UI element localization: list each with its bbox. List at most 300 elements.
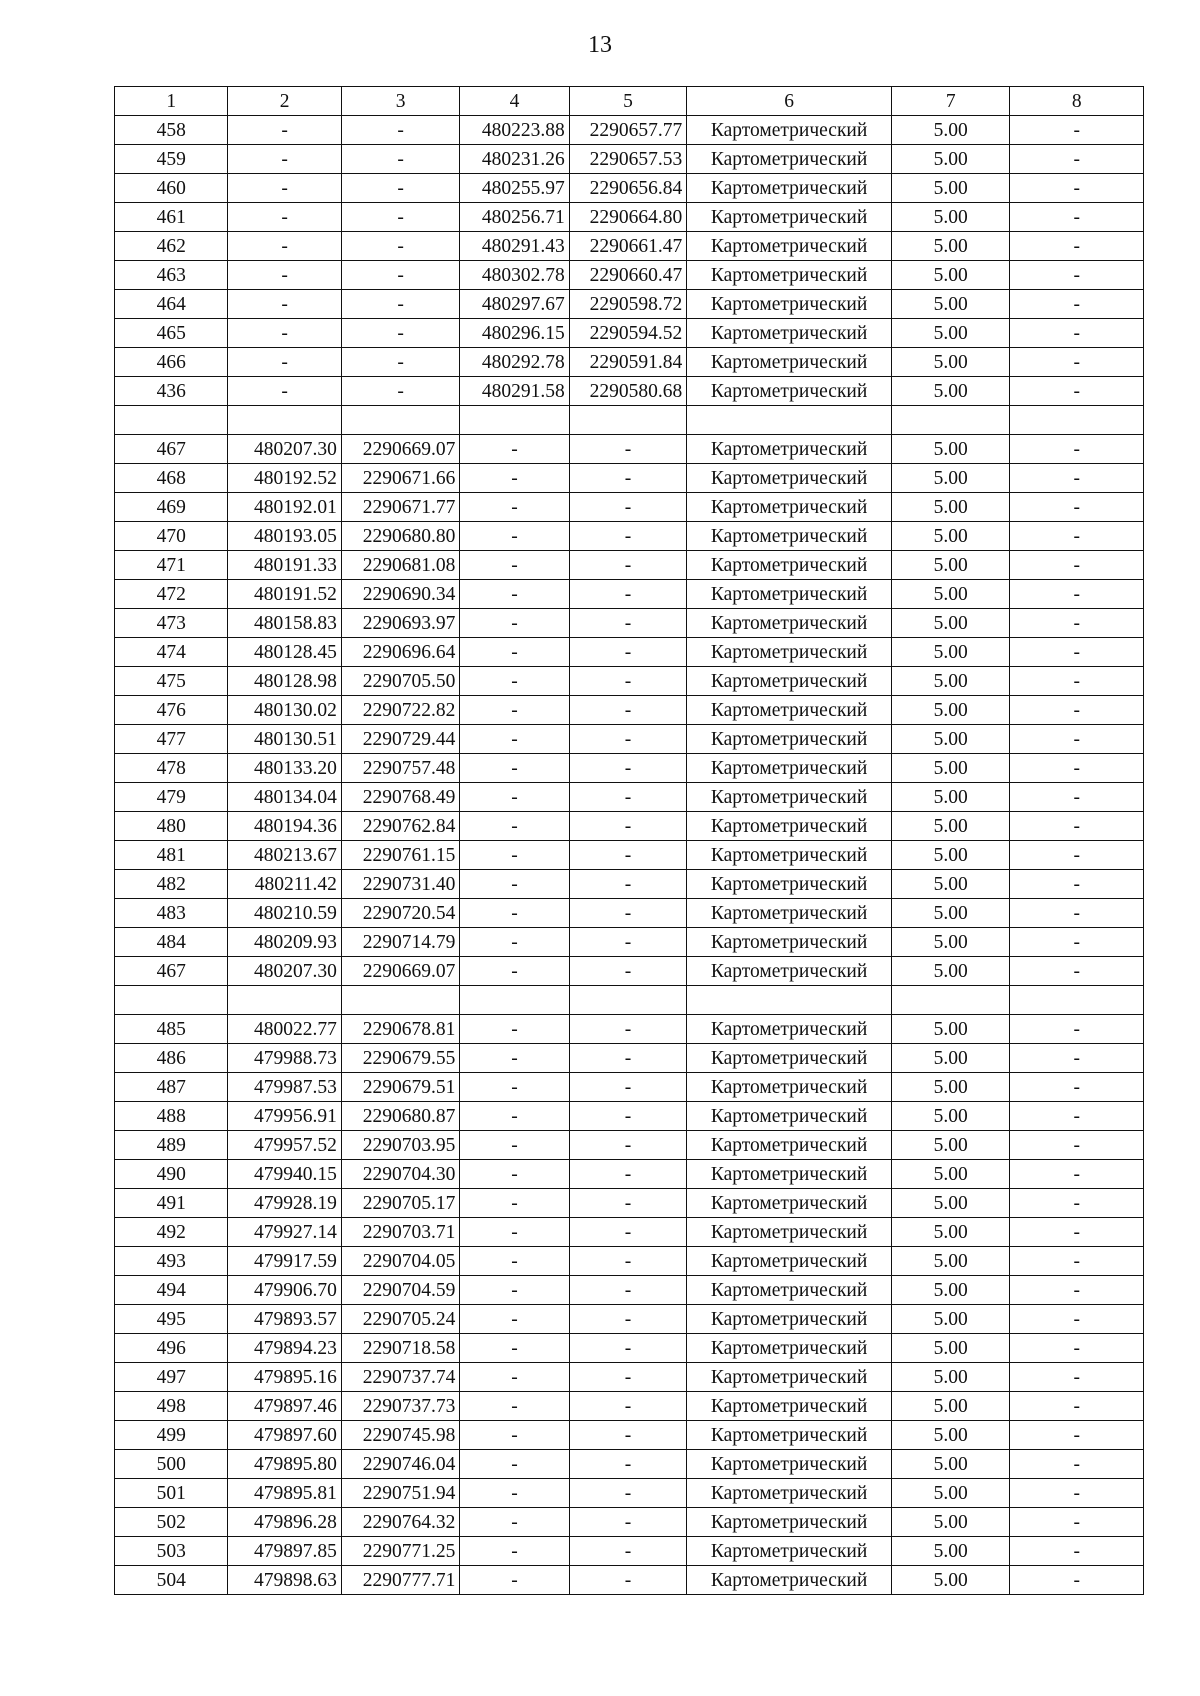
table-cell-col-4: - xyxy=(460,1247,569,1276)
table-cell-col-7: 5.00 xyxy=(891,812,1009,841)
table-cell-col-6: Картометрический xyxy=(687,493,892,522)
table-cell-col-6: Картометрический xyxy=(687,1537,892,1566)
table-cell-col-6 xyxy=(687,406,892,435)
table-cell-col-4: - xyxy=(460,1276,569,1305)
table-cell-col-3: 2290679.55 xyxy=(341,1044,459,1073)
table-cell-col-2: - xyxy=(228,174,341,203)
table-row xyxy=(115,1189,1144,1218)
table-cell-col-7: 5.00 xyxy=(891,493,1009,522)
table-cell-col-4: - xyxy=(460,1131,569,1160)
table-cell-col-3: - xyxy=(341,145,459,174)
table-cell-col-3: 2290693.97 xyxy=(341,609,459,638)
table-cell-col-6: Картометрический xyxy=(687,1450,892,1479)
table-cell-col-6: Картометрический xyxy=(687,435,892,464)
table-row xyxy=(115,493,1144,522)
table-cell-col-1: 497 xyxy=(115,1363,228,1392)
table-cell-col-8: - xyxy=(1010,1450,1144,1479)
table-cell-col-4: - xyxy=(460,435,569,464)
table-cell-col-3: 2290731.40 xyxy=(341,870,459,899)
table-cell-col-8: - xyxy=(1010,812,1144,841)
coordinates-table xyxy=(114,86,1144,1595)
table-cell-col-4: - xyxy=(460,928,569,957)
table-cell-col-2: 479897.60 xyxy=(228,1421,341,1450)
table-cell-col-7: 5.00 xyxy=(891,232,1009,261)
table-cell-col-3: 2290703.95 xyxy=(341,1131,459,1160)
table-cell-col-3: 2290678.81 xyxy=(341,1015,459,1044)
table-cell-col-3: 2290762.84 xyxy=(341,812,459,841)
table-cell-col-7 xyxy=(891,406,1009,435)
table-cell-col-1: 459 xyxy=(115,145,228,174)
table-cell-col-3: 2290722.82 xyxy=(341,696,459,725)
table-header-row xyxy=(115,87,1144,116)
column-header-6: 6 xyxy=(687,87,892,116)
table-cell-col-4: 480302.78 xyxy=(460,261,569,290)
table-cell-col-4: 480256.71 xyxy=(460,203,569,232)
table-cell-col-2: - xyxy=(228,203,341,232)
table-cell-col-6: Картометрический xyxy=(687,1508,892,1537)
table-cell-col-1: 480 xyxy=(115,812,228,841)
table-row xyxy=(115,203,1144,232)
table-cell-col-8: - xyxy=(1010,1334,1144,1363)
table-cell-col-1: 503 xyxy=(115,1537,228,1566)
table-cell-col-3: 2290737.73 xyxy=(341,1392,459,1421)
table-cell-col-5: - xyxy=(569,1015,686,1044)
table-cell-col-7: 5.00 xyxy=(891,609,1009,638)
table-cell-col-3: - xyxy=(341,116,459,145)
table-row xyxy=(115,145,1144,174)
table-cell-col-1: 470 xyxy=(115,522,228,551)
table-body xyxy=(115,116,1144,1595)
table-row xyxy=(115,348,1144,377)
table-cell-col-6: Картометрический xyxy=(687,1392,892,1421)
table-cell-col-6: Картометрический xyxy=(687,1479,892,1508)
table-cell-col-2: - xyxy=(228,348,341,377)
table-cell-col-5: - xyxy=(569,1450,686,1479)
table-cell-col-3: 2290671.66 xyxy=(341,464,459,493)
table-cell-col-2: 479956.91 xyxy=(228,1102,341,1131)
table-cell-col-2: 480158.83 xyxy=(228,609,341,638)
table-cell-col-2: 480211.42 xyxy=(228,870,341,899)
table-cell-col-8: - xyxy=(1010,1508,1144,1537)
table-cell-col-4: 480255.97 xyxy=(460,174,569,203)
table-cell-col-2: 480128.98 xyxy=(228,667,341,696)
table-cell-col-8: - xyxy=(1010,638,1144,667)
table-cell-col-3: - xyxy=(341,174,459,203)
table-cell-col-7: 5.00 xyxy=(891,1392,1009,1421)
table-cell-col-1: 465 xyxy=(115,319,228,348)
table-cell-col-7: 5.00 xyxy=(891,1566,1009,1595)
table-cell-col-7: 5.00 xyxy=(891,1479,1009,1508)
table-cell-col-5: 2290660.47 xyxy=(569,261,686,290)
table-cell-col-5: - xyxy=(569,522,686,551)
table-cell-col-5: - xyxy=(569,754,686,783)
table-cell-col-4: - xyxy=(460,522,569,551)
table-cell-col-4: - xyxy=(460,1189,569,1218)
table-row xyxy=(115,290,1144,319)
table-cell-col-7: 5.00 xyxy=(891,1189,1009,1218)
table-cell-col-5: - xyxy=(569,1102,686,1131)
table-cell-col-5: - xyxy=(569,1334,686,1363)
table-cell-col-8: - xyxy=(1010,1363,1144,1392)
table-cell-col-6: Картометрический xyxy=(687,1160,892,1189)
table-cell-col-7 xyxy=(891,986,1009,1015)
table-row xyxy=(115,638,1144,667)
table-cell-col-4: - xyxy=(460,1305,569,1334)
table-cell-col-2: 479957.52 xyxy=(228,1131,341,1160)
table-cell-col-4: - xyxy=(460,696,569,725)
table-cell-col-6: Картометрический xyxy=(687,174,892,203)
table-cell-col-3: 2290671.77 xyxy=(341,493,459,522)
table-cell-col-4: - xyxy=(460,1015,569,1044)
table-cell-col-8: - xyxy=(1010,203,1144,232)
table-cell-col-2: - xyxy=(228,261,341,290)
table-cell-col-6: Картометрический xyxy=(687,1334,892,1363)
table-row xyxy=(115,725,1144,754)
table-cell-col-2: 480133.20 xyxy=(228,754,341,783)
table-cell-col-4: 480291.58 xyxy=(460,377,569,406)
table-cell-col-8: - xyxy=(1010,696,1144,725)
table-cell-col-6: Картометрический xyxy=(687,319,892,348)
table-cell-col-6: Картометрический xyxy=(687,1015,892,1044)
table-cell-col-6: Картометрический xyxy=(687,1276,892,1305)
table-cell-col-8: - xyxy=(1010,1479,1144,1508)
table-cell-col-1: 495 xyxy=(115,1305,228,1334)
table-row xyxy=(115,841,1144,870)
table-cell-col-4: - xyxy=(460,1363,569,1392)
table-cell-col-6: Картометрический xyxy=(687,783,892,812)
table-cell-col-3: 2290764.32 xyxy=(341,1508,459,1537)
table-cell-col-1: 479 xyxy=(115,783,228,812)
table-row xyxy=(115,1537,1144,1566)
table-row xyxy=(115,1450,1144,1479)
table-cell-col-7: 5.00 xyxy=(891,203,1009,232)
table-cell-col-5: - xyxy=(569,1566,686,1595)
table-cell-col-6: Картометрический xyxy=(687,522,892,551)
table-cell-col-6: Картометрический xyxy=(687,580,892,609)
table-cell-col-3: 2290669.07 xyxy=(341,435,459,464)
table-cell-col-2: 480207.30 xyxy=(228,435,341,464)
table-cell-col-2: 480130.51 xyxy=(228,725,341,754)
table-cell-col-1: 467 xyxy=(115,957,228,986)
separator-row xyxy=(115,986,1144,1015)
table-cell-col-7: 5.00 xyxy=(891,580,1009,609)
table-cell-col-8: - xyxy=(1010,1131,1144,1160)
table-cell-col-3: 2290704.05 xyxy=(341,1247,459,1276)
table-cell-col-4: - xyxy=(460,899,569,928)
column-header-3: 3 xyxy=(341,87,459,116)
table-cell-col-1: 466 xyxy=(115,348,228,377)
table-cell-col-7: 5.00 xyxy=(891,377,1009,406)
table-cell-col-8: - xyxy=(1010,1537,1144,1566)
table-row xyxy=(115,812,1144,841)
table-cell-col-8: - xyxy=(1010,174,1144,203)
table-cell-col-6: Картометрический xyxy=(687,377,892,406)
table-cell-col-3: - xyxy=(341,319,459,348)
table-cell-col-2: 480191.33 xyxy=(228,551,341,580)
table-cell-col-3: 2290777.71 xyxy=(341,1566,459,1595)
table-cell-col-7: 5.00 xyxy=(891,928,1009,957)
table-cell-col-5: - xyxy=(569,1508,686,1537)
table-cell-col-7: 5.00 xyxy=(891,1102,1009,1131)
table-cell-col-7: 5.00 xyxy=(891,1044,1009,1073)
table-cell-col-1: 502 xyxy=(115,1508,228,1537)
table-row xyxy=(115,1102,1144,1131)
table-cell-col-3: 2290761.15 xyxy=(341,841,459,870)
table-cell-col-7: 5.00 xyxy=(891,957,1009,986)
table-row xyxy=(115,1305,1144,1334)
table-cell-col-1: 474 xyxy=(115,638,228,667)
table-row xyxy=(115,551,1144,580)
table-cell-col-6: Картометрический xyxy=(687,667,892,696)
table-cell-col-8: - xyxy=(1010,1276,1144,1305)
table-row xyxy=(115,232,1144,261)
table-cell-col-5: - xyxy=(569,928,686,957)
table-cell-col-2: 479928.19 xyxy=(228,1189,341,1218)
table-cell-col-4: - xyxy=(460,783,569,812)
table-cell-col-4 xyxy=(460,986,569,1015)
table-cell-col-1: 458 xyxy=(115,116,228,145)
table-cell-col-1: 488 xyxy=(115,1102,228,1131)
table-row xyxy=(115,1131,1144,1160)
table-cell-col-2: 479927.14 xyxy=(228,1218,341,1247)
table-cell-col-4: - xyxy=(460,638,569,667)
table-cell-col-1: 481 xyxy=(115,841,228,870)
table-cell-col-5: 2290656.84 xyxy=(569,174,686,203)
table-cell-col-1: 460 xyxy=(115,174,228,203)
table-cell-col-3: 2290768.49 xyxy=(341,783,459,812)
table-cell-col-2: 479895.16 xyxy=(228,1363,341,1392)
table-cell-col-4: - xyxy=(460,725,569,754)
table-cell-col-3: - xyxy=(341,261,459,290)
table-cell-col-8: - xyxy=(1010,1102,1144,1131)
table-cell-col-2: 480130.02 xyxy=(228,696,341,725)
table-cell-col-8: - xyxy=(1010,145,1144,174)
table-cell-col-3: 2290705.24 xyxy=(341,1305,459,1334)
table-cell-col-2: 480213.67 xyxy=(228,841,341,870)
table-row xyxy=(115,957,1144,986)
table-cell-col-2: 479897.46 xyxy=(228,1392,341,1421)
table-cell-col-1: 492 xyxy=(115,1218,228,1247)
table-cell-col-7: 5.00 xyxy=(891,1218,1009,1247)
table-cell-col-7: 5.00 xyxy=(891,1508,1009,1537)
table-row xyxy=(115,1479,1144,1508)
table-cell-col-5: - xyxy=(569,1247,686,1276)
table-cell-col-1: 493 xyxy=(115,1247,228,1276)
table-header xyxy=(115,87,1144,116)
table-cell-col-2: 479898.63 xyxy=(228,1566,341,1595)
table-cell-col-4: - xyxy=(460,812,569,841)
table-cell-col-5: - xyxy=(569,1421,686,1450)
table-cell-col-5: 2290580.68 xyxy=(569,377,686,406)
table-cell-col-4: - xyxy=(460,957,569,986)
table-cell-col-4: 480292.78 xyxy=(460,348,569,377)
table-cell-col-5: - xyxy=(569,551,686,580)
table-cell-col-7: 5.00 xyxy=(891,696,1009,725)
table-cell-col-1: 473 xyxy=(115,609,228,638)
table-cell-col-8: - xyxy=(1010,435,1144,464)
table-cell-col-6: Картометрический xyxy=(687,290,892,319)
table-cell-col-4: - xyxy=(460,464,569,493)
table-cell-col-2: 479894.23 xyxy=(228,1334,341,1363)
table-row xyxy=(115,1334,1144,1363)
table-cell-col-4: 480297.67 xyxy=(460,290,569,319)
table-cell-col-8: - xyxy=(1010,841,1144,870)
table-cell-col-4: - xyxy=(460,1508,569,1537)
table-cell-col-3: 2290751.94 xyxy=(341,1479,459,1508)
table-row xyxy=(115,319,1144,348)
table-cell-col-3: 2290696.64 xyxy=(341,638,459,667)
table-cell-col-2: 480192.52 xyxy=(228,464,341,493)
table-cell-col-6: Картометрический xyxy=(687,696,892,725)
table-cell-col-2: 480194.36 xyxy=(228,812,341,841)
table-cell-col-7: 5.00 xyxy=(891,1537,1009,1566)
table-cell-col-6: Картометрический xyxy=(687,725,892,754)
table-cell-col-8: - xyxy=(1010,1073,1144,1102)
table-cell-col-7: 5.00 xyxy=(891,1334,1009,1363)
table-cell-col-5: - xyxy=(569,638,686,667)
table-cell-col-7: 5.00 xyxy=(891,551,1009,580)
table-row xyxy=(115,1566,1144,1595)
table-cell-col-7: 5.00 xyxy=(891,1305,1009,1334)
column-header-8: 8 xyxy=(1010,87,1144,116)
table-cell-col-4: - xyxy=(460,1566,569,1595)
table-cell-col-1: 487 xyxy=(115,1073,228,1102)
table-row xyxy=(115,116,1144,145)
table-cell-col-8: - xyxy=(1010,1189,1144,1218)
table-cell-col-4: - xyxy=(460,1102,569,1131)
table-cell-col-7: 5.00 xyxy=(891,435,1009,464)
table-cell-col-1: 499 xyxy=(115,1421,228,1450)
table-row xyxy=(115,696,1144,725)
table-cell-col-8: - xyxy=(1010,725,1144,754)
table-row xyxy=(115,1508,1144,1537)
table-cell-col-5: - xyxy=(569,1363,686,1392)
table-cell-col-7: 5.00 xyxy=(891,290,1009,319)
table-cell-col-3: - xyxy=(341,232,459,261)
table-cell-col-1: 489 xyxy=(115,1131,228,1160)
table-cell-col-5: - xyxy=(569,1218,686,1247)
table-cell-col-8: - xyxy=(1010,783,1144,812)
table-cell-col-8: - xyxy=(1010,348,1144,377)
table-row xyxy=(115,1160,1144,1189)
table-cell-col-2: 479897.85 xyxy=(228,1537,341,1566)
table-cell-col-4: - xyxy=(460,609,569,638)
table-cell-col-1: 498 xyxy=(115,1392,228,1421)
table-cell-col-3 xyxy=(341,986,459,1015)
table-cell-col-8: - xyxy=(1010,290,1144,319)
table-cell-col-7: 5.00 xyxy=(891,638,1009,667)
table-cell-col-4 xyxy=(460,406,569,435)
table-cell-col-5: - xyxy=(569,1276,686,1305)
table-cell-col-1: 482 xyxy=(115,870,228,899)
table-cell-col-4: - xyxy=(460,667,569,696)
table-cell-col-4: - xyxy=(460,1218,569,1247)
table-cell-col-8: - xyxy=(1010,1015,1144,1044)
table-cell-col-2: 479988.73 xyxy=(228,1044,341,1073)
table-cell-col-8: - xyxy=(1010,870,1144,899)
table-cell-col-2: 480022.77 xyxy=(228,1015,341,1044)
table-cell-col-6: Картометрический xyxy=(687,1102,892,1131)
table-cell-col-3: 2290737.74 xyxy=(341,1363,459,1392)
table-cell-col-3: 2290718.58 xyxy=(341,1334,459,1363)
table-cell-col-3 xyxy=(341,406,459,435)
table-cell-col-1: 462 xyxy=(115,232,228,261)
table-row xyxy=(115,580,1144,609)
table-cell-col-4: - xyxy=(460,1160,569,1189)
table-cell-col-7: 5.00 xyxy=(891,1073,1009,1102)
column-header-7: 7 xyxy=(891,87,1009,116)
table-cell-col-6: Картометрический xyxy=(687,551,892,580)
table-cell-col-7: 5.00 xyxy=(891,1160,1009,1189)
table-cell-col-2: - xyxy=(228,116,341,145)
table-cell-col-7: 5.00 xyxy=(891,1276,1009,1305)
table-row xyxy=(115,754,1144,783)
table-row xyxy=(115,435,1144,464)
table-cell-col-3: 2290704.30 xyxy=(341,1160,459,1189)
table-cell-col-2 xyxy=(228,406,341,435)
table-cell-col-8: - xyxy=(1010,261,1144,290)
table-row xyxy=(115,667,1144,696)
table-cell-col-6: Картометрический xyxy=(687,754,892,783)
table-cell-col-6: Картометрический xyxy=(687,348,892,377)
table-row xyxy=(115,261,1144,290)
table-row xyxy=(115,464,1144,493)
table-cell-col-3: 2290705.50 xyxy=(341,667,459,696)
table-cell-col-5: - xyxy=(569,1131,686,1160)
table-cell-col-2: 479895.81 xyxy=(228,1479,341,1508)
table-cell-col-1: 491 xyxy=(115,1189,228,1218)
table-cell-col-8: - xyxy=(1010,580,1144,609)
table-cell-col-2: 480210.59 xyxy=(228,899,341,928)
table-cell-col-3: - xyxy=(341,377,459,406)
table-cell-col-3: 2290745.98 xyxy=(341,1421,459,1450)
table-cell-col-4: - xyxy=(460,1537,569,1566)
table-cell-col-5 xyxy=(569,406,686,435)
table-cell-col-1: 461 xyxy=(115,203,228,232)
table-cell-col-3: 2290680.87 xyxy=(341,1102,459,1131)
table-cell-col-1: 496 xyxy=(115,1334,228,1363)
table-cell-col-7: 5.00 xyxy=(891,783,1009,812)
table-cell-col-8: - xyxy=(1010,928,1144,957)
table-cell-col-3: 2290746.04 xyxy=(341,1450,459,1479)
table-cell-col-4: - xyxy=(460,493,569,522)
table-cell-col-4: - xyxy=(460,1421,569,1450)
table-row xyxy=(115,1247,1144,1276)
table-cell-col-8: - xyxy=(1010,754,1144,783)
table-cell-col-1: 463 xyxy=(115,261,228,290)
table-cell-col-3: 2290757.48 xyxy=(341,754,459,783)
table-cell-col-7: 5.00 xyxy=(891,841,1009,870)
table-cell-col-3: 2290771.25 xyxy=(341,1537,459,1566)
table-cell-col-6: Картометрический xyxy=(687,1305,892,1334)
separator-row xyxy=(115,406,1144,435)
table-cell-col-5: 2290591.84 xyxy=(569,348,686,377)
table-cell-col-6: Картометрический xyxy=(687,203,892,232)
table-cell-col-6: Картометрический xyxy=(687,812,892,841)
table-cell-col-1: 476 xyxy=(115,696,228,725)
column-header-1: 1 xyxy=(115,87,228,116)
table-row xyxy=(115,928,1144,957)
table-cell-col-3: - xyxy=(341,203,459,232)
table-cell-col-7: 5.00 xyxy=(891,899,1009,928)
table-cell-col-4: 480223.88 xyxy=(460,116,569,145)
table-cell-col-7: 5.00 xyxy=(891,348,1009,377)
table-row xyxy=(115,174,1144,203)
table-cell-col-5: - xyxy=(569,580,686,609)
table-cell-col-1: 478 xyxy=(115,754,228,783)
table-cell-col-3: 2290679.51 xyxy=(341,1073,459,1102)
table-cell-col-8: - xyxy=(1010,319,1144,348)
